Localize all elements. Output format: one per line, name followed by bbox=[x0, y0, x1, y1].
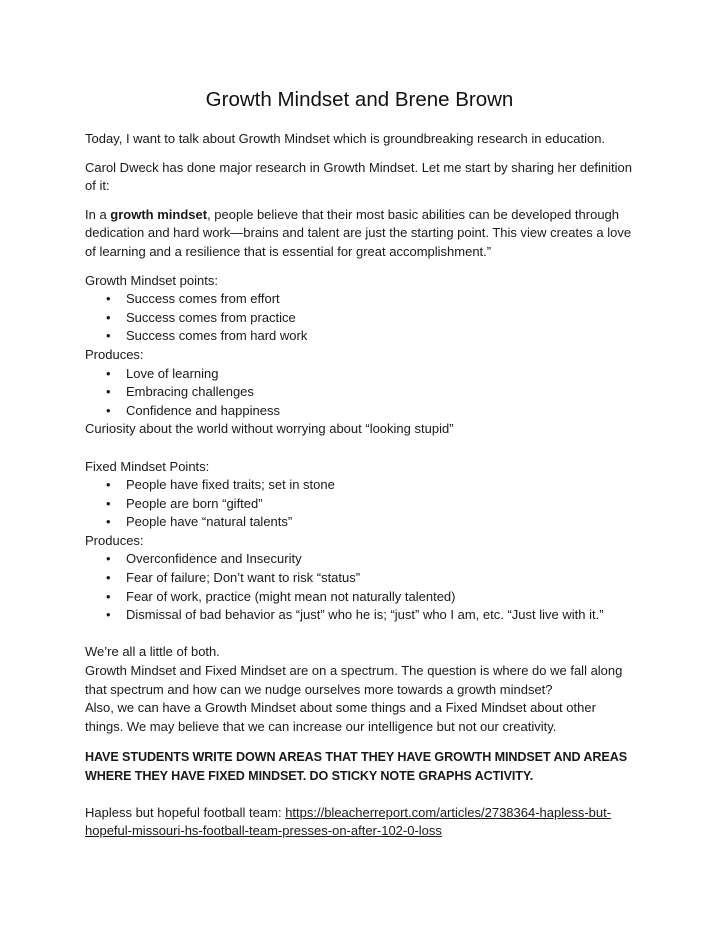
both-line-3: Also, we can have a Growth Mindset about some things and a Fixed Mindset about other things. We may believe that we can increase our intelligence but not our creativity. bbox=[85, 700, 596, 734]
fixed-points-list bbox=[85, 476, 634, 532]
bullet-icon: • bbox=[106, 328, 111, 344]
list-item: • People are born “gifted” bbox=[106, 495, 634, 514]
football-label: Hapless but hopeful football team: bbox=[85, 804, 286, 820]
bullet-icon: • bbox=[106, 588, 111, 604]
list-item: • Overconfidence and Insecurity bbox=[106, 550, 634, 569]
spacer bbox=[85, 439, 634, 458]
intro-paragraph: Today, I want to talk about Growth Mindset which is groundbreaking research in education. bbox=[85, 131, 606, 146]
list-item: • Success comes from hard work bbox=[106, 327, 634, 346]
list-item: • Embracing challenges bbox=[106, 383, 634, 402]
bullet-icon: • bbox=[106, 570, 111, 586]
fixed-produces-list bbox=[85, 550, 634, 624]
fixed-produces-label: Produces: bbox=[85, 532, 144, 548]
activity-instruction: HAVE STUDENTS WRITE DOWN AREAS THAT THEY HAVE GROWTH MINDSET AND AREAS WHERE THEY HAVE FIXED MINDSET. DO STICKY NOTE GRAPHS ACTIVITY. bbox=[85, 750, 627, 783]
football-paragraph bbox=[85, 804, 634, 841]
bullet-icon: • bbox=[106, 607, 111, 623]
list-item: • People have fixed traits; set in stone bbox=[106, 476, 634, 495]
definition-paragraph bbox=[85, 206, 634, 262]
list-item: • Success comes from practice bbox=[106, 309, 634, 328]
both-line-2: Growth Mindset and Fixed Mindset are on a spectrum. The question is where do we fall along that spectrum and how can we nudge ourselves more towards a growth mindset? bbox=[85, 663, 623, 697]
bullet-icon: • bbox=[106, 402, 111, 418]
definition-term: growth mindset bbox=[110, 206, 208, 222]
bullet-icon: • bbox=[106, 365, 111, 381]
spacer bbox=[85, 625, 634, 644]
document-title: Growth Mindset and Brene Brown bbox=[205, 88, 514, 111]
fixed-heading: Fixed Mindset Points: bbox=[85, 458, 210, 474]
bullet-icon: • bbox=[106, 495, 111, 511]
definition-text: , people believe that their most basic abilities can be developed through dedication and hard work—brains and talent are just the starting point. This view creates a love of learning and a resilience that is essential for great accomplishment.” bbox=[85, 206, 632, 259]
bullet-icon: • bbox=[106, 291, 111, 307]
list-item: • Success comes from effort bbox=[106, 290, 634, 309]
growth-points-list bbox=[85, 290, 634, 346]
football-article-link[interactable]: https://bleacherreport.com/articles/2738364-hapless-but-hopeful-missouri-hs-football-team-presses-on-after-102-0-loss bbox=[85, 804, 612, 839]
list-item: • Fear of failure; Don’t want to risk “status” bbox=[106, 569, 634, 588]
bullet-icon: • bbox=[106, 309, 111, 325]
list-item: • Fear of work, practice (might mean not naturally talented) bbox=[106, 588, 634, 607]
growth-heading: Growth Mindset points: bbox=[85, 272, 218, 288]
bullet-icon: • bbox=[106, 384, 111, 400]
definition-prefix: In a bbox=[85, 206, 111, 222]
list-item: • People have “natural talents” bbox=[106, 513, 634, 532]
bullet-icon: • bbox=[106, 551, 111, 567]
growth-produces-list bbox=[85, 365, 634, 421]
list-item: • Love of learning bbox=[106, 365, 634, 384]
bullet-icon: • bbox=[106, 514, 111, 530]
list-item: • Dismissal of bad behavior as “just” who he is; “just” who I am, etc. “Just live with it.” bbox=[106, 606, 634, 625]
dweck-intro-paragraph: Carol Dweck has done major research in Growth Mindset. Let me start by sharing her definition of it: bbox=[85, 159, 632, 194]
bullet-icon: • bbox=[106, 477, 111, 493]
growth-produces-label: Produces: bbox=[85, 346, 144, 362]
list-item: • Confidence and happiness bbox=[106, 402, 634, 421]
growth-curiosity-line: Curiosity about the world without worrying about “looking stupid” bbox=[85, 421, 454, 437]
both-line-1: We’re all a little of both. bbox=[85, 644, 220, 660]
